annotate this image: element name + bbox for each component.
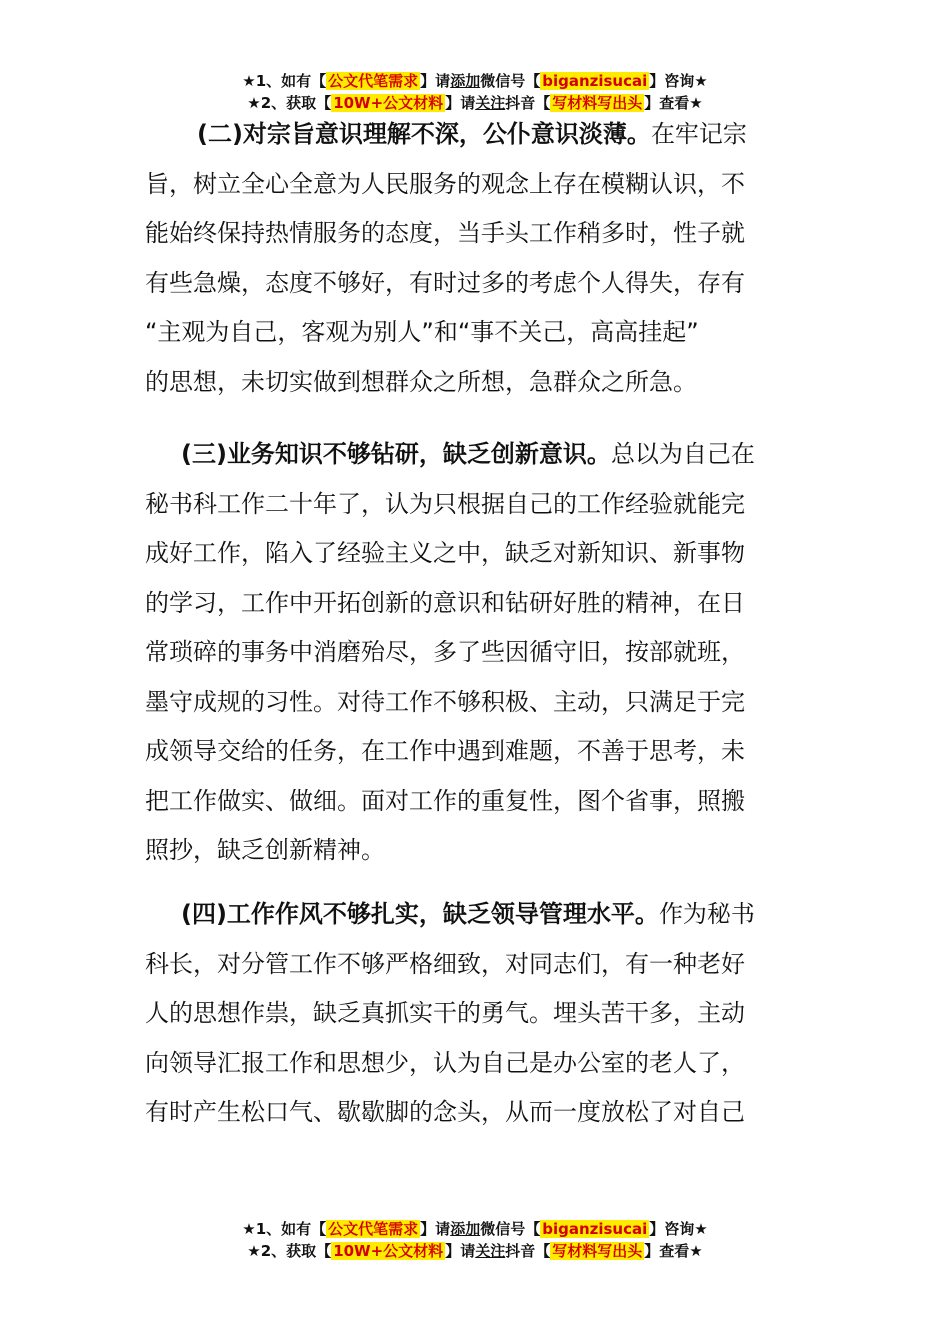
body-line: 墨守成规的习性。对待工作不够积极、主动，只满足于完: [145, 687, 745, 716]
section-2-first-line: (二)对宗旨意识理解不深，公仆意识淡薄。在牢记宗: [197, 120, 747, 148]
body-line: 把工作做实、做细。面对工作的重复性，图个省事，照搬: [145, 786, 745, 815]
body-line: 成领导交给的任务，在工作中遇到难题，不善于思考，未: [145, 737, 745, 765]
section-2: [145, 110, 795, 407]
body-line: 秘书科工作二十年了，认为只根据自己的工作经验就能完: [145, 489, 745, 518]
body-line: 旨，树立全心全意为人民服务的观念上存在模糊认识，不: [145, 169, 745, 198]
body-line: 科长，对分管工作不够严格细致，对同志们，有一种老好: [145, 949, 745, 978]
section-2-heading: (二)对宗旨意识理解不深，公仆意识淡薄。: [197, 120, 651, 148]
banner-line-2: ★2、获取【 10W+公文材料 】请关注抖音【 写材料写出头 】查看★: [247, 94, 703, 112]
body-line: 照抄，缺乏创新精神。: [145, 836, 385, 864]
body-line: 有些急燥，态度不够好，有时过多的考虑个人得失，存有: [145, 268, 745, 297]
banner-highlight: biganzisucai: [542, 72, 648, 90]
section-3-first-line: (三)业务知识不够钻研，缺乏创新意识。总以为自己在: [181, 440, 755, 468]
banner-highlight: 写材料写出头: [552, 94, 643, 112]
section-3-heading: (三)业务知识不够钻研，缺乏创新意识。: [181, 440, 611, 468]
banner-highlight: biganzisucai: [542, 1220, 648, 1238]
section-4: [145, 890, 795, 1138]
banner-highlight: 公文代笔需求: [328, 1220, 419, 1238]
banner-highlight: 10W+公文材料: [333, 1242, 444, 1260]
section-4-first-line: (四)工作作风不够扎实，缺乏领导管理水平。作为秘书: [181, 900, 755, 928]
header-banner: [0, 70, 950, 114]
body-line: 成好工作，陷入了经验主义之中，缺乏对新知识、新事物: [145, 539, 745, 567]
body-line: 人的思想作祟，缺乏真抓实干的勇气。埋头苦干多，主动: [145, 999, 745, 1027]
section-4-heading: (四)工作作风不够扎实，缺乏领导管理水平。: [181, 900, 659, 928]
banner-line-2: ★2、获取【 10W+公文材料 】请关注抖音【 写材料写出头 】查看★: [247, 1242, 703, 1260]
body-line: 常琐碎的事务中消磨殆尽，多了些因循守旧，按部就班，: [145, 638, 745, 666]
banner-line-1: ★1、如有【 公文代笔需求 】请添加微信号【 biganzisucai 】咨询★: [242, 72, 708, 90]
footer-banner: [0, 1218, 950, 1262]
banner-highlight: 10W+公文材料: [333, 94, 444, 112]
body-line: 的思想，未切实做到想群众之所想，急群众之所急。: [145, 367, 697, 396]
banner-highlight: 写材料写出头: [552, 1242, 643, 1260]
section-3: [145, 430, 795, 876]
body-line: 向领导汇报工作和思想少，认为自己是办公室的老人了，: [145, 1048, 745, 1077]
body-line: “主观为自己，客观为别人”和“事不关己，高高挂起”: [145, 318, 699, 346]
body-line: 的学习，工作中开拓创新的意识和钻研好胜的精神，在日: [145, 588, 745, 617]
body-line: 有时产生松口气、歇歇脚的念头，从而一度放松了对自己: [145, 1098, 745, 1126]
body-line: 能始终保持热情服务的态度，当手头工作稍多时，性子就: [145, 219, 745, 247]
banner-highlight: 公文代笔需求: [328, 72, 419, 90]
banner-line-1: ★1、如有【 公文代笔需求 】请添加微信号【 biganzisucai 】咨询★: [242, 1220, 708, 1238]
